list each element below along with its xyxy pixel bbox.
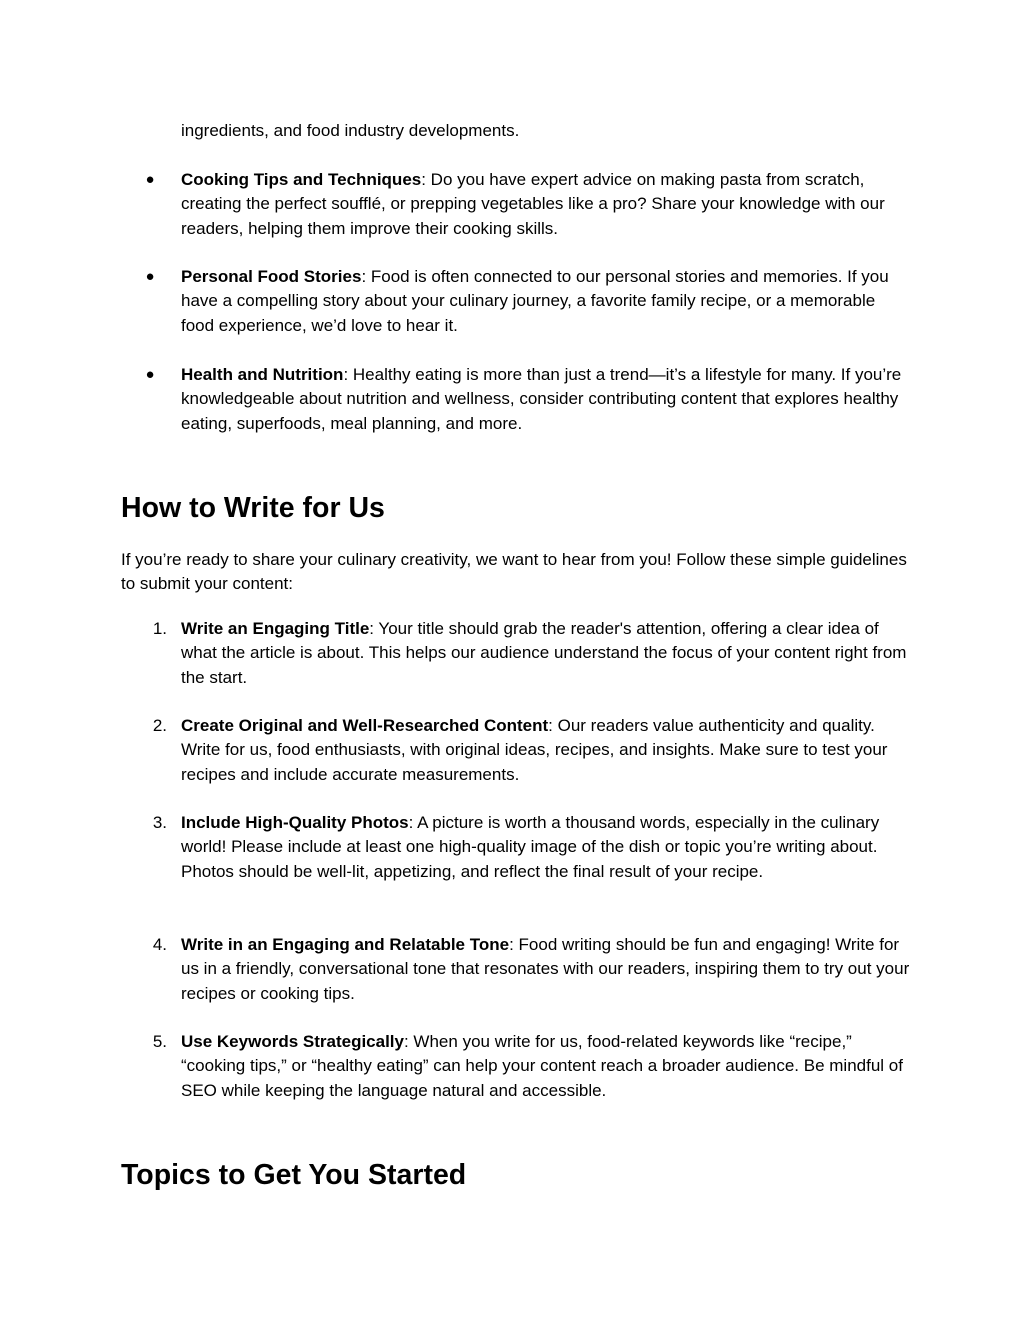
- step-number: 5.: [152, 1032, 167, 1051]
- step-number: 3.: [152, 813, 167, 832]
- step-number: 2.: [152, 716, 167, 735]
- list-item: [181, 617, 911, 690]
- item-title: Write in an Engaging and Relatable Tone: [181, 935, 510, 954]
- item-text: : Food writing should be fun and engaging! Write for us in a friendly, conversational tone that resonates with our readers, inspiring them to try out your recipes or cooking tips.: [181, 935, 910, 1003]
- item-title: Cooking Tips and Techniques: [181, 170, 422, 189]
- item-text: : Food is often connected to our personal stories and memories. If you have a compelling story about your culinary journey, a favorite family recipe, or a memorable food experience, we’d love to hear it.: [181, 267, 889, 335]
- item-text: : Your title should grab the reader's attention, offering a clear idea of what the article is about. This helps our audience understand the focus of your content right from the start.: [181, 619, 907, 687]
- bullet-marker: ●: [145, 268, 155, 285]
- list-item: [181, 714, 911, 787]
- list-item: [181, 168, 911, 241]
- list-item: [181, 933, 911, 1006]
- list-item: [181, 1030, 911, 1103]
- item-text: : Healthy eating is more than just a trend—it’s a lifestyle for many. If you’re knowledgeable about nutrition and wellness, consider contributing content that explores healthy eating, superfoods, meal planning, and more.: [181, 365, 902, 433]
- item-title: Write an Engaging Title: [181, 619, 370, 638]
- section-intro: If you’re ready to share your culinary creativity, we want to hear from you! Follow these simple guidelines to submit your content:: [121, 550, 907, 594]
- section-heading: Topics to Get You Started: [121, 1159, 467, 1191]
- item-title: Personal Food Stories: [181, 267, 362, 286]
- step-number: 1.: [152, 619, 167, 638]
- list-item: [181, 265, 911, 338]
- item-text: : A picture is worth a thousand words, especially in the culinary world! Please include at least one high-quality image of the dish or topic you’re writing about. Photos should be well-lit, appetizing, and reflect the final result of your recipe.: [181, 813, 880, 881]
- list-item: [181, 811, 911, 884]
- item-title: Include High-Quality Photos: [181, 813, 409, 832]
- item-text: : When you write for us, food-related keywords like “recipe,” “cooking tips,” or “healthy eating” can help your content reach a broader audience. Be mindful of SEO while keeping the language natural and accessible.: [181, 1032, 903, 1100]
- item-title: Health and Nutrition: [181, 365, 344, 384]
- item-title: Use Keywords Strategically: [181, 1032, 404, 1051]
- step-number: 4.: [152, 935, 167, 954]
- item-text: : Our readers value authenticity and quality. Write for us, food enthusiasts, with original ideas, recipes, and insights. Make sure to test your recipes and include accurate measurements.: [181, 716, 888, 784]
- bullet-marker: ●: [145, 171, 155, 188]
- continuation-text: ingredients, and food industry developments.: [181, 121, 520, 140]
- item-title: Create Original and Well-Researched Content: [181, 716, 549, 735]
- bullet-marker: ●: [145, 366, 155, 383]
- list-item: [181, 363, 911, 436]
- item-text: : Do you have expert advice on making pasta from scratch, creating the perfect soufflé, or prepping vegetables like a pro? Share your knowledge with our readers, helping them improve their cooking skills.: [181, 170, 885, 238]
- section-heading: How to Write for Us: [121, 492, 385, 524]
